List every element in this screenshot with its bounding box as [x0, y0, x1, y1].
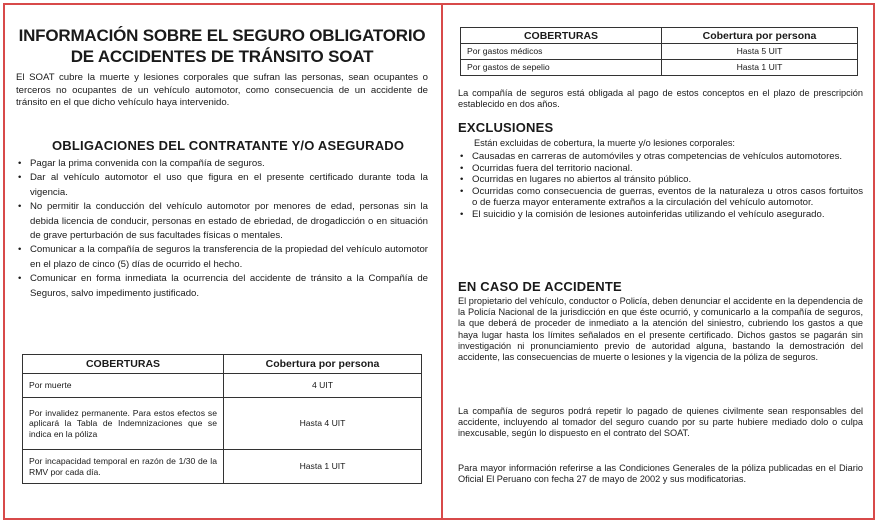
list-item: • El suicidio y la comisión de lesiones autoinferidas utilizando el vehículo asegurado. [458, 209, 863, 221]
table-row [461, 44, 858, 60]
accident-heading: EN CASO DE ACCIDENTE [458, 279, 622, 294]
list-item: • Pagar la prima convenida con la compañía de seguros. [16, 157, 428, 171]
table-row [23, 450, 422, 484]
list-item: • Comunicar a la compañía de seguros la transferencia de la propiedad del vehículo automotor en el plazo de cinco (5) días de ocurrido el hecho. [16, 243, 428, 272]
list-item: • Dar al vehículo automotor el uso que figura en el presente certificado durante toda la vigencia. [16, 171, 428, 200]
table-note: La compañía de seguros está obligada al pago de estos conceptos en el plazo de prescripción establecido en dos años. [458, 88, 863, 110]
accident-paragraph-2: La compañía de seguros podrá repetir lo pagado de quienes civilmente sean responsables del accidente, incluyendo al tomador del seguro cuando por su parte hubiere mediado dolo o culpa inexcusable, según lo dispuesto en el contrato del SOAT. [458, 406, 863, 439]
list-item: • Ocurridas en lugares no abiertos al tránsito público. [458, 174, 863, 186]
table-cell-value: 4 UIT [224, 374, 422, 398]
coverage-table-left [22, 354, 422, 484]
table-row [23, 398, 422, 450]
obligations-list [16, 157, 428, 301]
table-cell-label: Por invalidez permanente. Para estos efectos se aplicará la Tabla de Indemnizaciones que se indica en la póliza [23, 398, 224, 450]
title-line-2: DE ACCIDENTES DE TRÁNSITO SOAT [70, 47, 374, 66]
list-item: • Ocurridas fuera del territorio nacional. [458, 163, 863, 175]
table-cell-label: Por gastos de sepelio [461, 60, 662, 76]
table-row [23, 374, 422, 398]
exclusions-intro: Están excluidas de cobertura, la muerte y/o lesiones corporales: [474, 138, 735, 148]
table-cell-value: Hasta 1 UIT [224, 450, 422, 484]
obligations-heading: OBLIGACIONES DEL CONTRATANTE Y/O ASEGURADO [52, 138, 405, 153]
table-header-coverages: COBERTURAS [461, 28, 662, 44]
table-cell-value: Hasta 5 UIT [662, 44, 858, 60]
table-cell-label: Por muerte [23, 374, 224, 398]
list-item: • Causadas en carreras de automóviles y otras competencias de vehículos automotores. [458, 151, 863, 163]
exclusions-heading: EXCLUSIONES [458, 120, 554, 135]
table-cell-label: Por incapacidad temporal en razón de 1/30 de la RMV por cada día. [23, 450, 224, 484]
column-divider [441, 4, 443, 520]
accident-paragraph-1: El propietario del vehículo, conductor o Policía, deben denunciar el accidente en la dependencia de la Policía Nacional de la jurisdicción en que éste ocurrió, y comunicarlo a la compañía de seguros, la que deberá de proceder de inmediato a la atención del siniestro, cubriendo los gastos a que haya lugar hasta los límites señalados en el presente certificado. Dichos gastos se pagarán sin investigación ni pronunciamiento previo de autoridad alguna, bastando la demostración del accidente, las consecuencias de muerte o lesiones y la vigencia de la póliza de seguros. [458, 296, 863, 363]
table-cell-label: Por gastos médicos [461, 44, 662, 60]
list-item: • No permitir la conducción del vehículo automotor por menores de edad, personas sin la debida licencia de conducir, personas en estado de ebriedad, de drogadicción o en situación de grave perturbación de sus facultades físicas o mentales. [16, 200, 428, 243]
title-line-1: INFORMACIÓN SOBRE EL SEGURO OBLIGATORIO [18, 26, 426, 45]
table-header-coverages: COBERTURAS [23, 355, 224, 374]
table-cell-value: Hasta 4 UIT [224, 398, 422, 450]
list-item: • Ocurridas como consecuencia de guerras, eventos de la naturaleza u otros casos fortuitos o de fuerza mayor enteramente extraños a la circulación del vehículo automotor. [458, 186, 863, 209]
exclusions-list [458, 151, 863, 221]
table-header-per-person: Cobertura por persona [224, 355, 422, 374]
table-row [461, 60, 858, 76]
coverage-table-right [460, 27, 858, 76]
accident-paragraph-3: Para mayor información referirse a las Condiciones Generales de la póliza publicadas en el Diario Oficial El Peruano con fecha 27 de mayo de 2002 y sus modificatorias. [458, 463, 863, 485]
list-item: • Comunicar en forma inmediata la ocurrencia del accidente de tránsito a la Compañía de Seguros, salvo impedimento justificado. [16, 272, 428, 301]
table-cell-value: Hasta 1 UIT [662, 60, 858, 76]
intro-paragraph: El SOAT cubre la muerte y lesiones corporales que sufran las personas, sean ocupantes o terceros no ocupantes de un vehículo automotor, como consecuencia de un accidente de tránsito en el que dicho vehículo haya intervenido. [16, 72, 428, 109]
table-header-per-person: Cobertura por persona [662, 28, 858, 44]
